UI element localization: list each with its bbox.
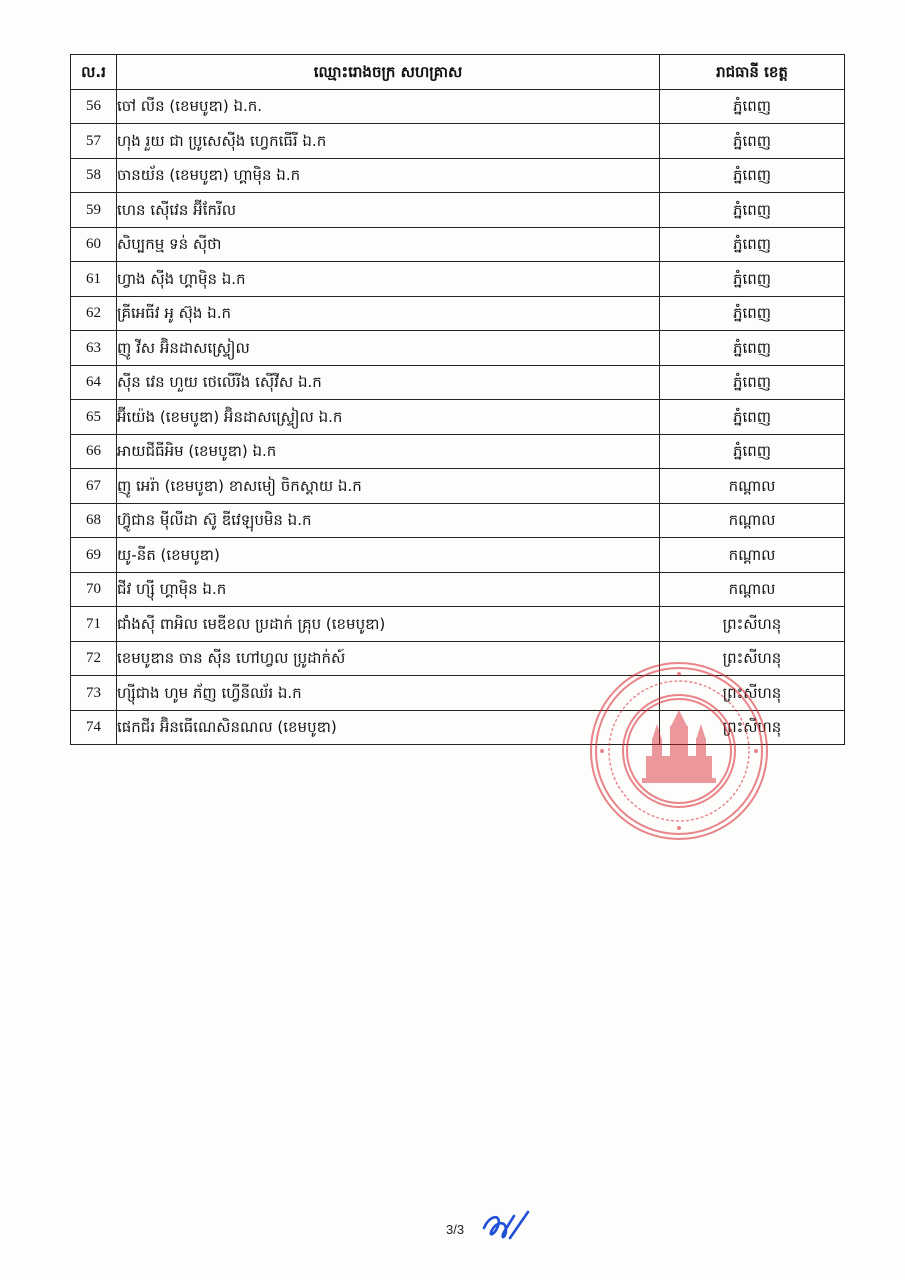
factory-name: ហ្សុីជាង ហូម ភ័ញ ហ្វើនីឈ័រ ឯ.ក (117, 676, 660, 711)
province-name: ភ្នំពេញ (660, 331, 845, 366)
row-number: 59 (71, 193, 117, 228)
factory-name: ហេន ស៊ើវេន អ៊ីកែរីល (117, 193, 660, 228)
factory-name: ហ្វាង ស៊ីង ហ្គាម៉ិន ឯ.ក (117, 262, 660, 297)
factory-name: សិប្បកម្ម ទន់ ស៊ីថា (117, 227, 660, 262)
factory-name: ផេកជីរ អ៊ិនធើណេសិនណល (ខេមបូឌា) (117, 710, 660, 745)
province-name: កណ្តាល (660, 469, 845, 504)
header-number: ល.រ (71, 55, 117, 90)
province-name: កណ្តាល (660, 572, 845, 607)
row-number: 72 (71, 641, 117, 676)
factory-name: ហុង រួយ ជា ប្រូសេស៊ីង ហ្វេកធើរី ឯ.ក (117, 124, 660, 159)
province-name: ភ្នំពេញ (660, 193, 845, 228)
table-row (71, 641, 845, 676)
factory-name: ហ៊្វូជាន ម៉ីលីដា ស៊ូ ឌីវេឡុបមិន ឯ.ក (117, 503, 660, 538)
province-name: ព្រះសីហនុ (660, 607, 845, 642)
table-row (71, 400, 845, 435)
factory-name: គ្រីអេធីវ អូ ស៊ុង ឯ.ក (117, 296, 660, 331)
factory-name: ញូ វីស អ៊ិនដាសស្រ្ទៀល (117, 331, 660, 366)
province-name: ភ្នំពេញ (660, 400, 845, 435)
row-number: 61 (71, 262, 117, 297)
table-row (71, 158, 845, 193)
province-name: ភ្នំពេញ (660, 227, 845, 262)
row-number: 73 (71, 676, 117, 711)
province-name: ភ្នំពេញ (660, 296, 845, 331)
table-row (71, 262, 845, 297)
table-row (71, 469, 845, 504)
province-name: ភ្នំពេញ (660, 158, 845, 193)
factory-name: អ៊ីយ៉េង (ខេមបូឌា) អ៊ិនដាសស្ទ្រៀល ឯ.ក (117, 400, 660, 435)
row-number: 63 (71, 331, 117, 366)
table-row (71, 331, 845, 366)
province-name: កណ្តាល (660, 503, 845, 538)
row-number: 62 (71, 296, 117, 331)
province-name: ភ្នំពេញ (660, 365, 845, 400)
table-row (71, 572, 845, 607)
table-row (71, 296, 845, 331)
page-number: 3/3 (446, 1222, 465, 1237)
row-number: 70 (71, 572, 117, 607)
row-number: 60 (71, 227, 117, 262)
table-row (71, 503, 845, 538)
row-number: 68 (71, 503, 117, 538)
factory-name: ជីវ ហ្សុី ហ្គាម៉ិន ឯ.ក (117, 572, 660, 607)
table-header-row (71, 55, 845, 90)
table-row (71, 193, 845, 228)
table-row (71, 434, 845, 469)
province-name: ភ្នំពេញ (660, 124, 845, 159)
row-number: 69 (71, 538, 117, 573)
table-body (71, 89, 845, 745)
province-name: ព្រះសីហនុ (660, 676, 845, 711)
factory-name: យូ-នីត (ខេមបូឌា) (117, 538, 660, 573)
factory-name: ជាំងស៊ី ពាអិល មេឌីខល ប្រដាក់ គ្រុប (ខេមបូឌា) (117, 607, 660, 642)
table-row (71, 607, 845, 642)
row-number: 57 (71, 124, 117, 159)
table-row (71, 124, 845, 159)
factory-name: ញូ អេរ៉ា (ខេមបូឌា) ខាសមៀ ចិកស្តាយ ឯ.ក (117, 469, 660, 504)
province-name: ភ្នំពេញ (660, 434, 845, 469)
table-row (71, 676, 845, 711)
table-row (71, 227, 845, 262)
handwritten-signature (480, 1208, 536, 1244)
table-row (71, 538, 845, 573)
table-row (71, 710, 845, 745)
table-row (71, 89, 845, 124)
factory-name: អាយជីធីអិម (ខេមបូឌា) ឯ.ក (117, 434, 660, 469)
row-number: 67 (71, 469, 117, 504)
row-number: 65 (71, 400, 117, 435)
row-number: 71 (71, 607, 117, 642)
header-province: រាជធានី ខេត្ត (660, 55, 845, 90)
row-number: 66 (71, 434, 117, 469)
table-row (71, 365, 845, 400)
province-name: ព្រះសីហនុ (660, 641, 845, 676)
factory-name: ចៅ លីន (ខេមបូឌា) ឯ.ក. (117, 89, 660, 124)
header-factory-name: ឈ្មោះរោងចក្រ សហគ្រាស (117, 55, 660, 90)
row-number: 56 (71, 89, 117, 124)
row-number: 58 (71, 158, 117, 193)
province-name: ភ្នំពេញ (660, 89, 845, 124)
province-name: កណ្តាល (660, 538, 845, 573)
row-number: 64 (71, 365, 117, 400)
factory-name: ខេមបូឌាន ចាន ស៊ីន ហៅហ្វល ប្រូដាក់ស៍ (117, 641, 660, 676)
province-name: ភ្នំពេញ (660, 262, 845, 297)
factory-table (70, 54, 845, 745)
factory-name: ចានយ័ន (ខេមបូឌា) ហ្គាម៉ិន ឯ.ក (117, 158, 660, 193)
factory-name: ស៊ីន វេន ហួយ ថេលើរីង ស៊ើវីស ឯ.ក (117, 365, 660, 400)
province-name: ព្រះសីហនុ (660, 710, 845, 745)
row-number: 74 (71, 710, 117, 745)
